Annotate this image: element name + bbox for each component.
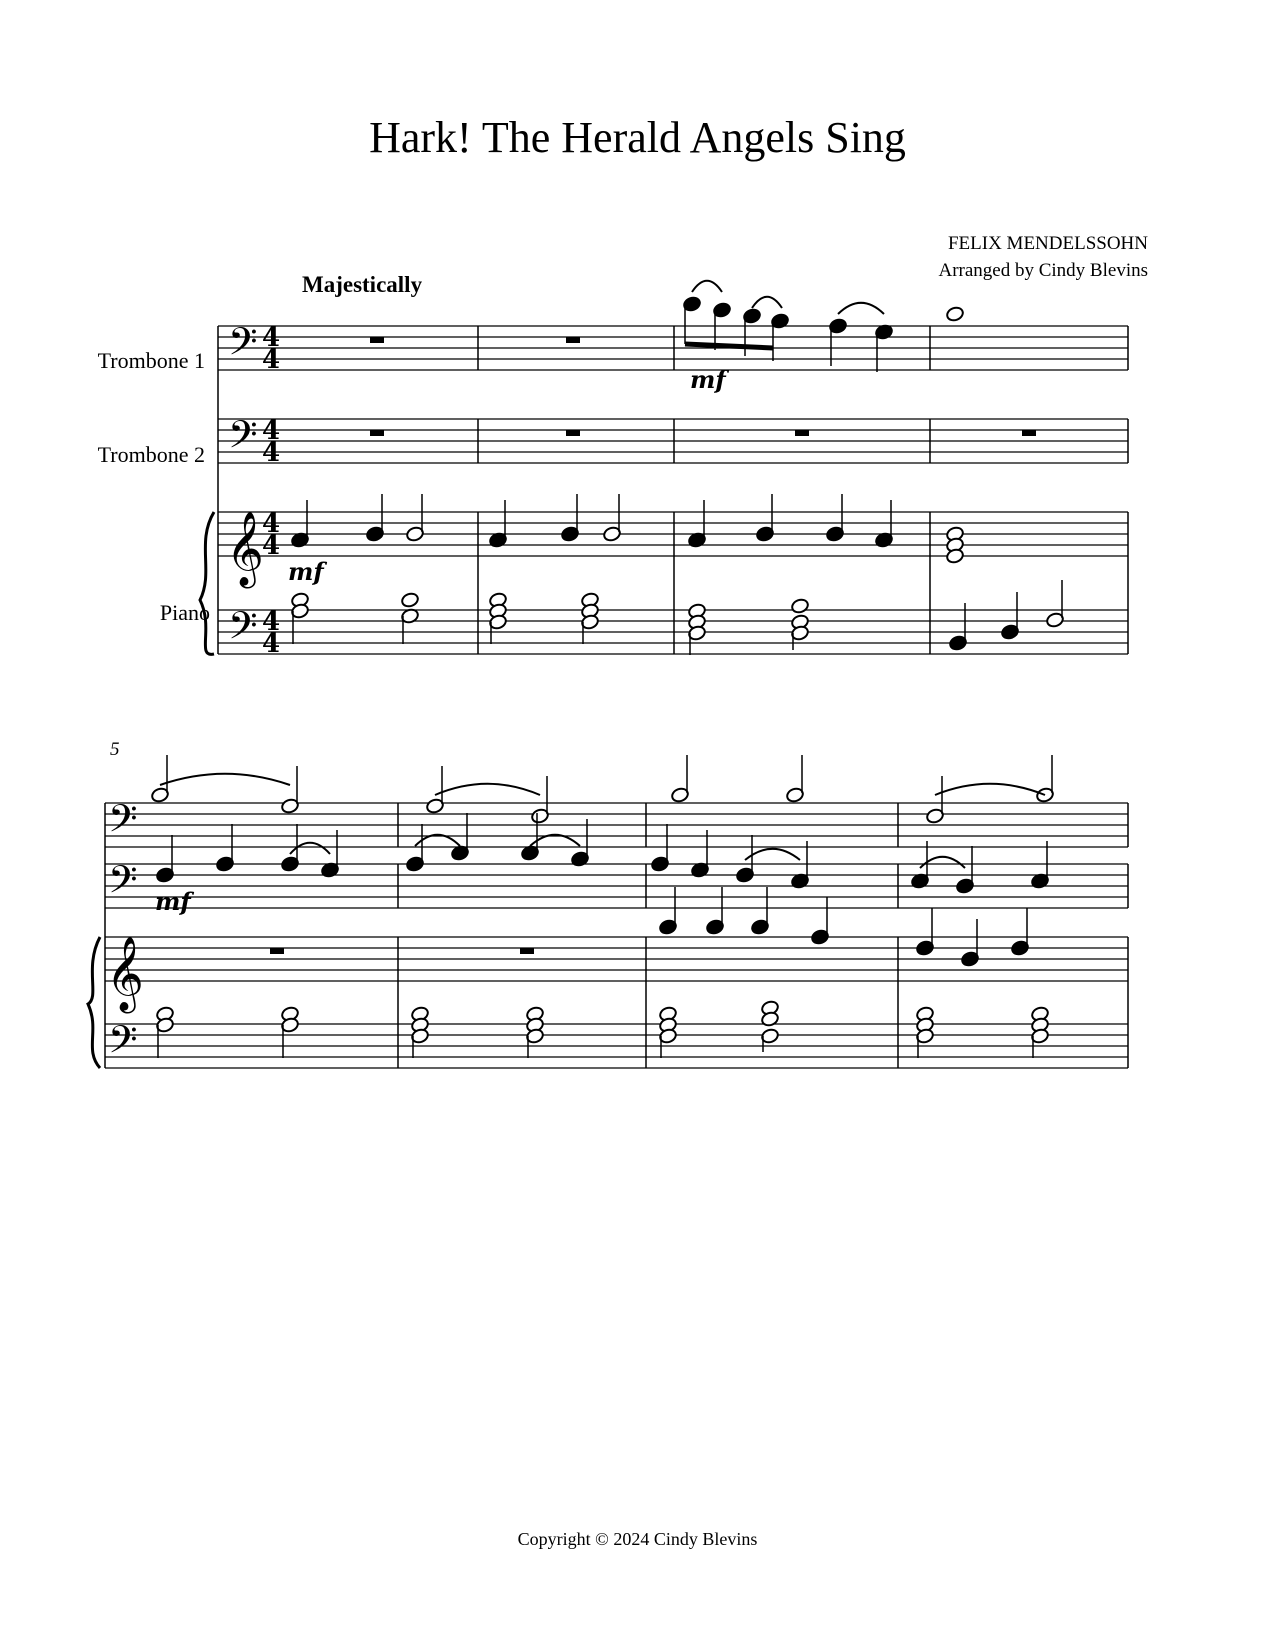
whole-note [945, 306, 964, 323]
treble-clef-icon: 𝄞 [226, 512, 264, 586]
composer-credit: FELIX MENDELSSOHN [947, 233, 1148, 254]
whole-rest [370, 430, 384, 436]
whole-rest [370, 337, 384, 343]
bass-clef-icon: 𝄢 [108, 857, 138, 911]
time-signature: 4 [262, 416, 281, 446]
bass-clef-icon: 𝄢 [228, 603, 258, 657]
slur [290, 843, 330, 854]
time-signature: 4 [262, 509, 281, 539]
brace-icon [88, 937, 100, 1068]
slur [935, 784, 1045, 795]
whole-rest [270, 948, 284, 954]
whole-rest [520, 948, 534, 954]
dynamic-mark: mf [690, 365, 726, 394]
slur [692, 281, 722, 292]
copyright-notice: Copyright © 2024 Cindy Blevins [517, 1529, 758, 1549]
bass-clef-icon: 𝄢 [108, 1017, 138, 1071]
time-signature: 4 [262, 531, 281, 561]
slur [752, 297, 782, 308]
time-signature: 4 [262, 629, 281, 659]
slur [838, 303, 884, 314]
tempo-marking: Majestically [302, 272, 423, 297]
instrument-label-piano: Piano [159, 600, 210, 625]
dynamic-mark: mf [155, 887, 191, 916]
instrument-label-trombone-2: Trombone 2 [97, 442, 205, 467]
whole-rest [1022, 430, 1036, 436]
bass-clef-icon: 𝄢 [228, 412, 258, 466]
measure-number: 5 [110, 739, 120, 760]
time-signature: 4 [262, 323, 281, 353]
bass-clef-icon: 𝄢 [108, 796, 138, 850]
instrument-label-trombone-1: Trombone 1 [97, 348, 205, 373]
score-title: Hark! The Herald Angels Sing [369, 113, 906, 162]
time-signature: 4 [262, 345, 281, 375]
brace-icon [200, 512, 214, 654]
treble-clef-icon: 𝄞 [106, 937, 144, 1011]
time-signature: 4 [262, 607, 281, 637]
bass-clef-icon: 𝄢 [228, 319, 258, 373]
notehead [790, 598, 809, 615]
notehead [400, 592, 419, 609]
time-signature: 4 [262, 438, 281, 468]
whole-rest [566, 430, 580, 436]
whole-rest [566, 337, 580, 343]
arranger-credit: Arranged by Cindy Blevins [938, 260, 1148, 281]
whole-rest [795, 430, 809, 436]
slur [160, 774, 290, 785]
slur [745, 849, 800, 860]
slur [435, 784, 540, 795]
dynamic-mark: mf [288, 557, 324, 586]
